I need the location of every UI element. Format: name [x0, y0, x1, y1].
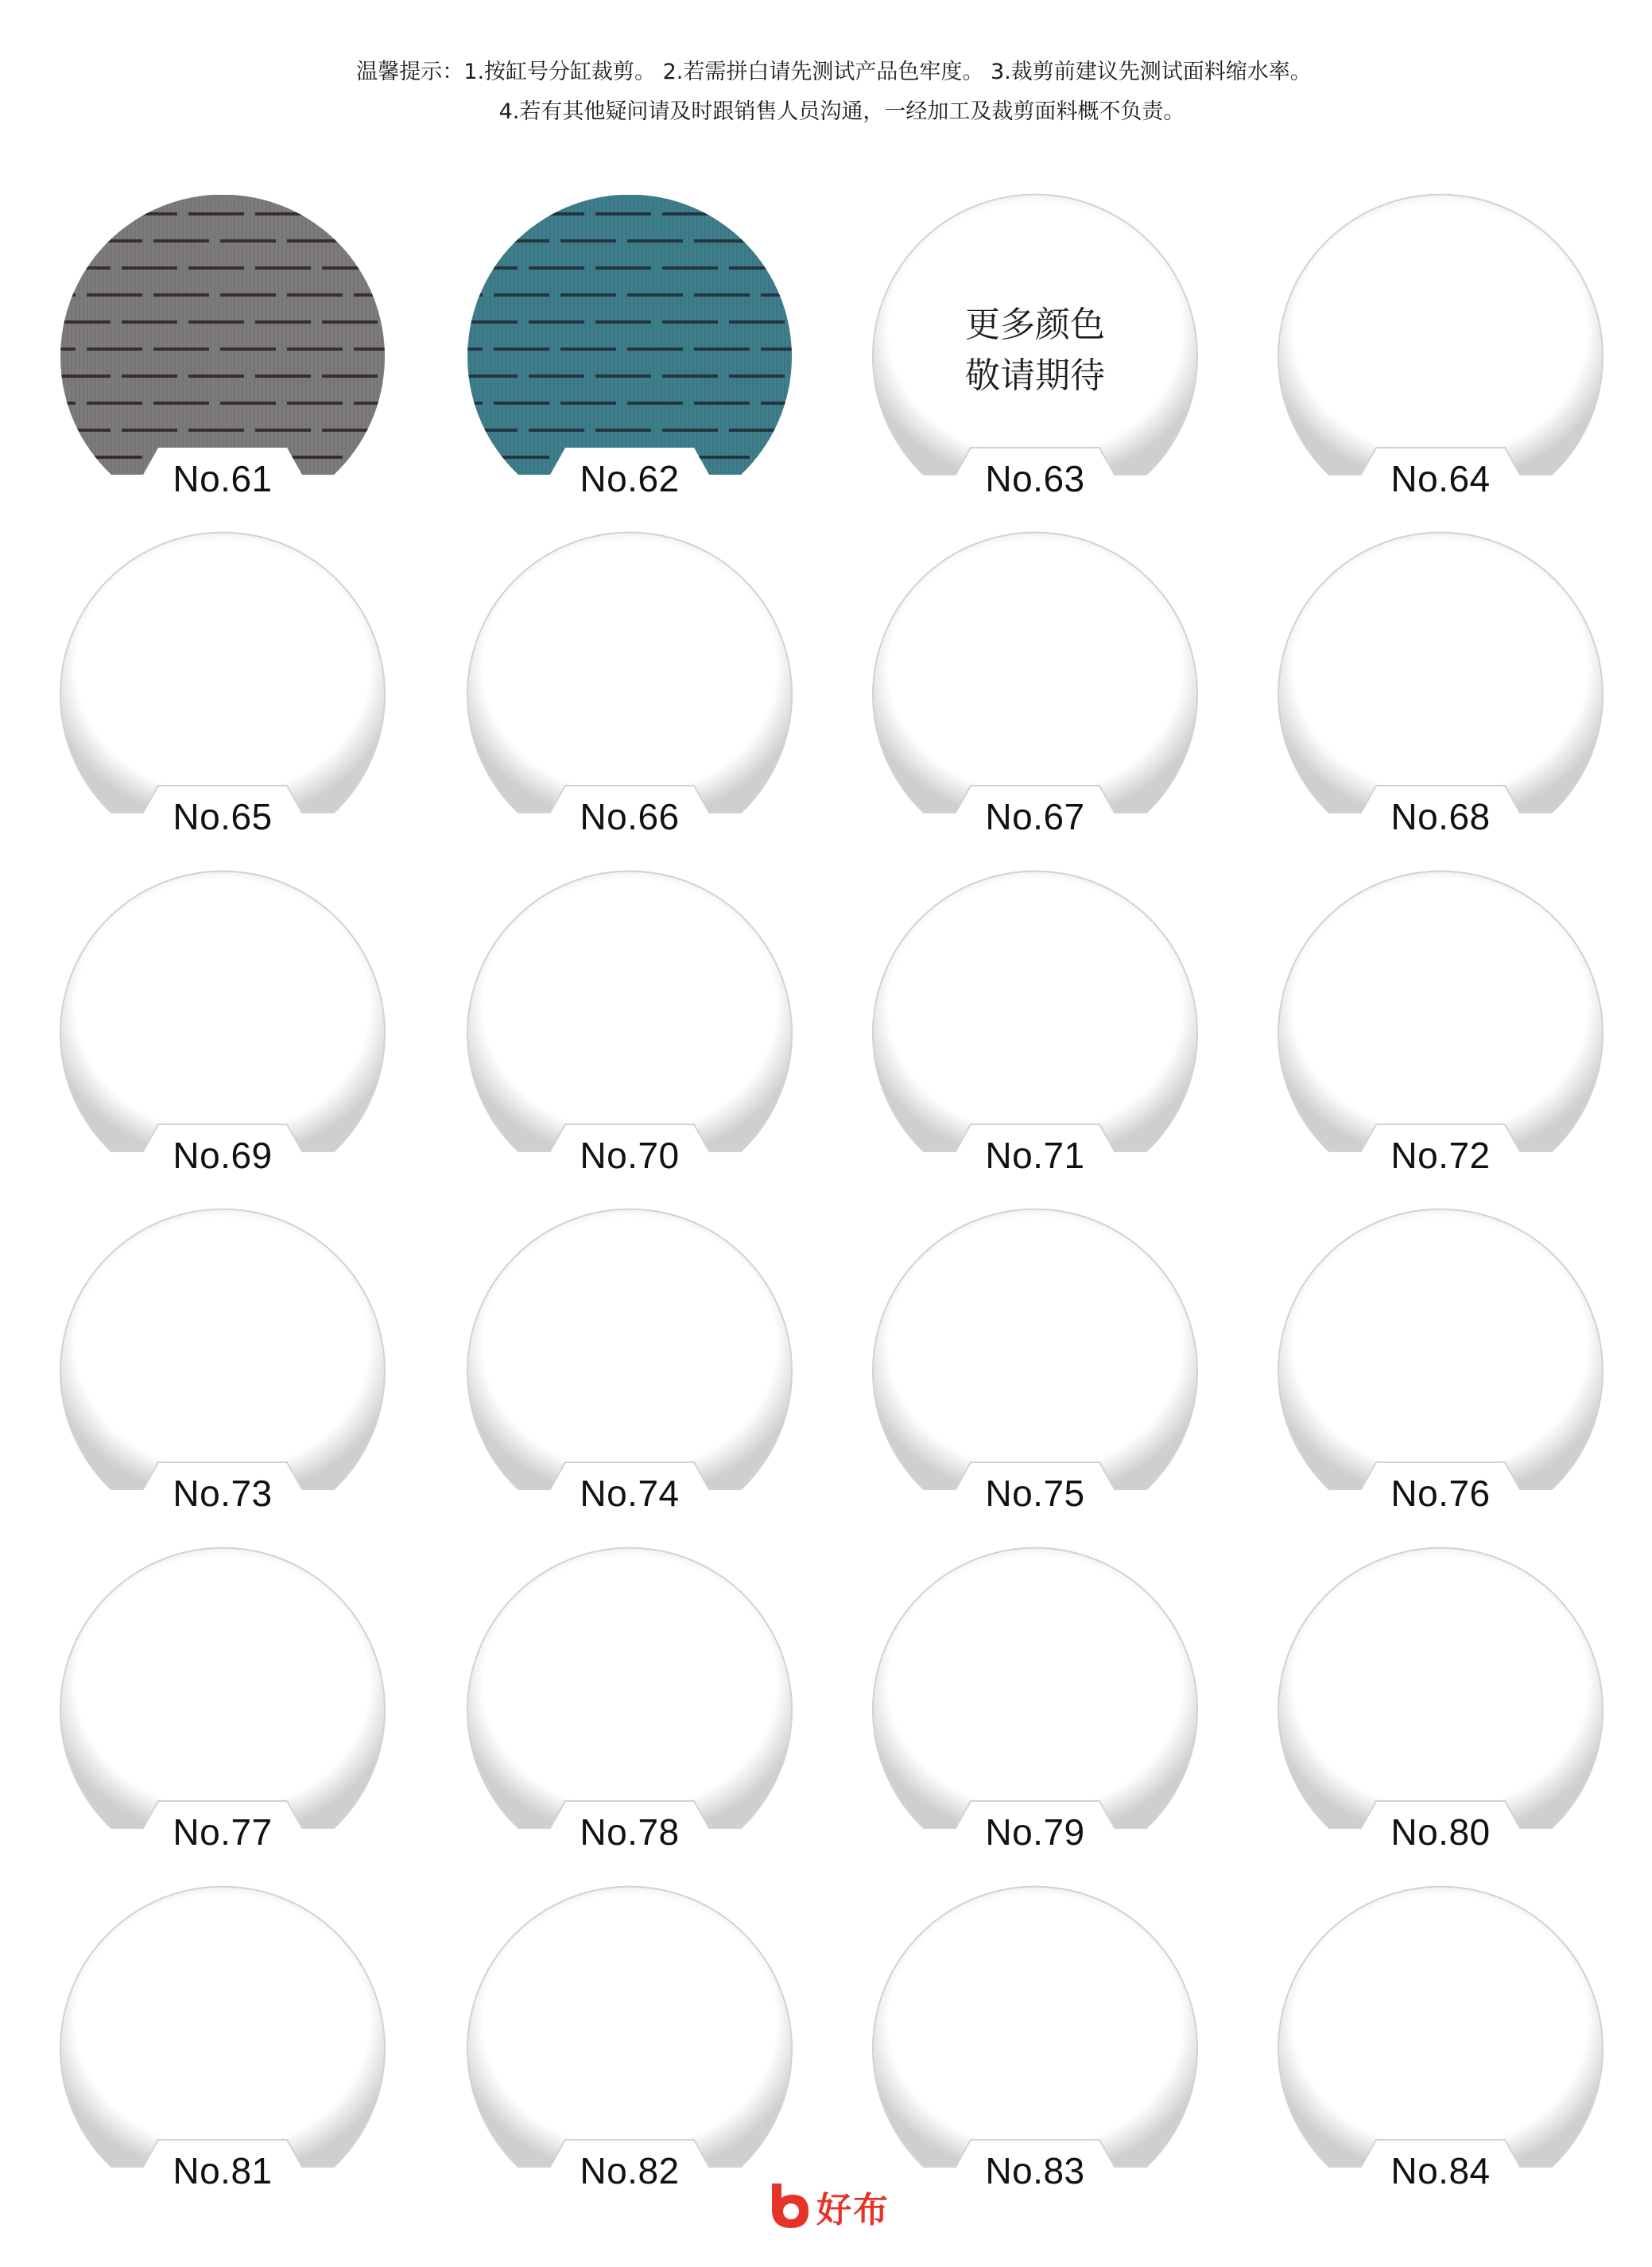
- brand-name: 好布: [816, 2190, 890, 2230]
- swatch-11: [864, 871, 1206, 1190]
- swatch-7: [864, 533, 1206, 851]
- swatch-number-label: No.67: [985, 796, 1085, 837]
- swatch-number-label: No.81: [173, 2150, 273, 2191]
- swatch-22: [459, 1887, 801, 2205]
- swatch-number-label: No.73: [173, 1473, 273, 1514]
- swatch-number-label: No.62: [580, 458, 680, 499]
- more-colors-placeholder: [864, 300, 1206, 402]
- swatch-8: [1270, 533, 1611, 851]
- swatch-number-label: No.79: [985, 1811, 1085, 1853]
- swatch-2: [459, 195, 801, 513]
- swatch-number-label: No.69: [173, 1135, 273, 1176]
- swatch-5: [52, 533, 394, 851]
- swatch-number-label: No.66: [580, 796, 680, 837]
- swatch-13: [52, 1209, 394, 1528]
- swatch-number-label: No.78: [580, 1811, 680, 1853]
- swatch-16: [1270, 1209, 1611, 1528]
- swatch-24: [1270, 1887, 1611, 2205]
- swatch-3: [864, 195, 1206, 513]
- swatch-number-label: No.71: [985, 1135, 1085, 1176]
- swatch-10: [459, 871, 801, 1190]
- placeholder-line-2: 敬请期待: [965, 355, 1105, 396]
- swatch-number-label: No.68: [1390, 796, 1491, 837]
- brand-footer: [767, 2179, 890, 2234]
- swatch-19: [864, 1548, 1206, 1866]
- swatch-number-label: No.72: [1390, 1135, 1491, 1176]
- swatch-23: [864, 1887, 1206, 2205]
- swatch-number-label: No.80: [1390, 1811, 1491, 1853]
- swatch-15: [864, 1209, 1206, 1528]
- swatch-9: [52, 871, 394, 1190]
- swatch-number-label: No.82: [580, 2150, 680, 2191]
- swatch-number-label: No.64: [1390, 458, 1491, 499]
- swatch-number-label: No.74: [580, 1473, 680, 1514]
- swatch-14: [459, 1209, 801, 1528]
- swatch-17: [52, 1548, 394, 1866]
- swatch-20: [1270, 1548, 1611, 1866]
- swatch-number-label: No.76: [1390, 1473, 1491, 1514]
- swatch-18: [459, 1548, 801, 1866]
- notice-line-1: 温馨提示：1.按缸号分缸裁剪。 2.若需拼白请先测试产品色牢度。 3.裁剪前建议先测试面料缩水率。: [356, 60, 1312, 84]
- swatch-number-label: No.84: [1390, 2150, 1491, 2191]
- swatch-number-label: No.70: [580, 1135, 680, 1176]
- swatch-number-label: No.63: [985, 458, 1085, 499]
- swatch-6: [459, 533, 801, 851]
- brand-b-icon: [767, 2182, 813, 2231]
- swatch-4: [1270, 195, 1611, 513]
- notice-line-2: 4.若有其他疑问请及时跟销售人员沟通，一经加工及裁剪面料概不负责。: [498, 99, 1185, 124]
- swatch-number-label: No.77: [173, 1811, 273, 1853]
- swatch-number-label: No.75: [985, 1473, 1085, 1514]
- swatch-number-label: No.61: [173, 458, 273, 499]
- swatch-number-label: No.83: [985, 2150, 1085, 2191]
- placeholder-line-1: 更多颜色: [965, 305, 1105, 345]
- swatch-number-label: No.65: [173, 796, 273, 837]
- swatch-12: [1270, 871, 1611, 1190]
- swatch-1: [52, 195, 394, 513]
- swatch-21: [52, 1887, 394, 2205]
